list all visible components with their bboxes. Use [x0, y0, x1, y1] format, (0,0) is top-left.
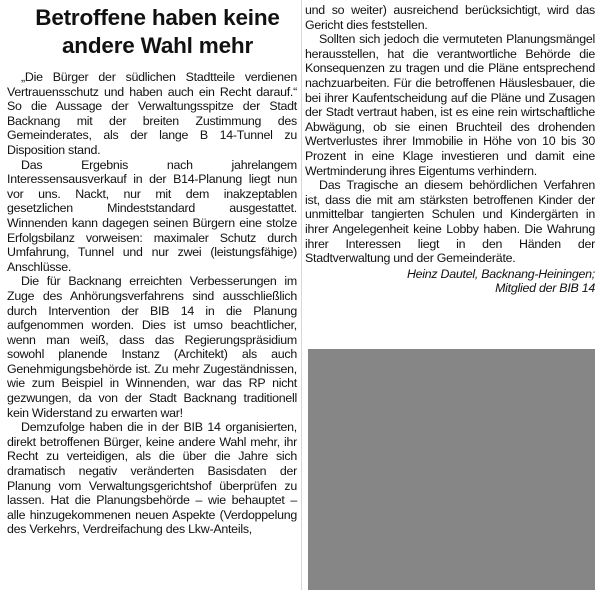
paragraph: Das Ergebnis nach jahrelangem Interessensausverkauf in der B14-Planung liegt nun vor uns. Nackt, nur mit dem inakzeptablen gesetzlichen Mindeststandard ausgestattet. Winnenden kann dagegen seinen Bürgern eine stolze Erfolgsbilanz vorweisen: maximaler Schutz durch Umfahrung, Tunnel und nur zwei (leistungsfähige) Anschlüsse.	[7, 157, 297, 274]
headline-line-2: andere Wahl mehr	[61, 33, 254, 58]
article-left-column	[7, 70, 297, 537]
paragraph: „Die Bürger der südlichen Stadtteile verdienen Vertrauensschutz und haben auch ein Recht darauf.“ So die Aussage der Verwaltungsspitze der Stadt Backnang mit der breiten Zustimmung des Gemeinderates, als der lange B 14-Tunnel zu Disposition stand.	[7, 70, 297, 157]
gray-image-placeholder	[308, 349, 595, 590]
article-headline	[10, 4, 305, 60]
paragraph: Sollten sich jedoch die vermuteten Planungsmängel herausstellen, hat die verantwortliche Behörde die Konsequenzen zu tragen und die Pläne entsprechend nachzuarbeiten. Für die betroffenen Häuslesbauer, die bei ihrer Kaufentscheidung auf die Pläne und Zusagen der Stadt vertraut haben, ist es eine rein wirtschaftliche Abwägung, ob sie einen Bruchteil des drohenden Wertverlustes ihrer Immobilie in Höhe von 10 bis 30 Prozent in eine Klage investieren und damit eine Wertminderung ihres Eigentums verhindern.	[305, 32, 595, 178]
paragraph: Die für Backnang erreichten Verbesserungen im Zuge des Anhörungsverfahrens sind ausschließlich durch Intervention der BIB 14 in die Planung aufgenommen worden. Dies ist umso beachtlicher, wenn man weiß, dass das Regierungspräsidium sowohl planende Instanz (Architekt) als auch Genehmigungsbehörde ist. Zu mehr Zugeständnissen, wie zum Beispiel in Winnenden, war das RP nicht gezwungen, da von der Stadt Backnang traditionell kein Widerstand zu erwarten war!	[7, 274, 297, 420]
author-signature	[305, 267, 595, 296]
signature-line-1: Heinz Dautel, Backnang-Heiningen;	[406, 266, 595, 281]
paragraph-continued: und so weiter) ausreichend berücksichtigt, wird das Gericht dies feststellen.	[305, 3, 595, 32]
headline-line-1: Betroffene haben keine	[35, 5, 280, 30]
column-divider	[301, 0, 302, 590]
signature-line-2: Mitglied der BIB 14	[495, 281, 595, 296]
article-right-column	[305, 3, 595, 296]
paragraph: Demzufolge haben die in der BIB 14 organisierten, direkt betroffenen Bürger, keine andere Wahl mehr, ihr Recht zu verteidigen, als die über die Jahre sich dramatisch negativ veränderten Basisdaten der Planung vom Verwaltungsgerichtshof überprüfen zu lassen. Hat die Planungsbehörde – wie behauptet – alle hinzugekommenen neuen Aspekte (Verdoppelung des Verkehrs, Verdreifachung des Lkw-Anteils,	[7, 420, 297, 537]
paragraph: Das Tragische an diesem behördlichen Verfahren ist, dass die mit am stärksten betroffenen Kinder der unmittelbar tangierten Schulen und Kindergärten in ihrer Angelegenheit keine Lobby haben. Die Wahrung ihrer Interessen liegt in den Händen der Stadtverwaltung und der Gemeinderäte.	[305, 178, 595, 266]
